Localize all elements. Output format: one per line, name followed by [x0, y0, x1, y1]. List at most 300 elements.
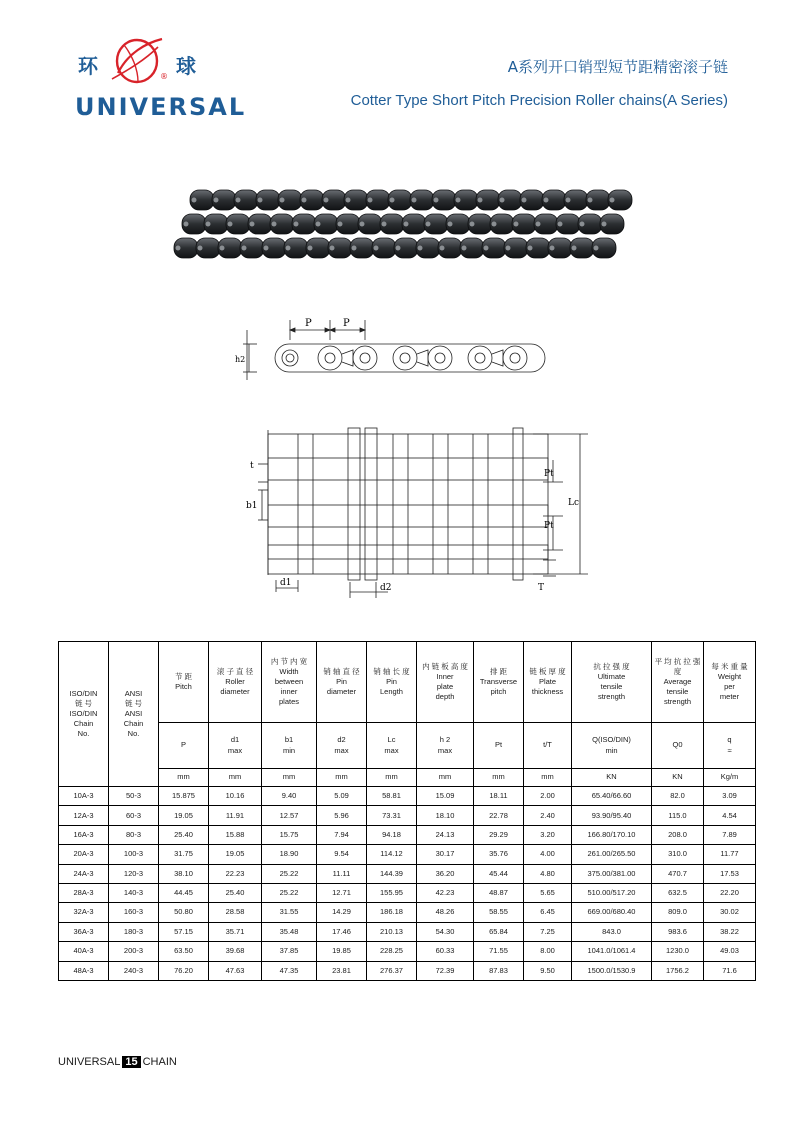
unit-cell: mm	[317, 769, 367, 787]
unit-cell: mm	[367, 769, 417, 787]
header-text: 链 号	[124, 698, 143, 708]
table-cell: 35.76	[474, 845, 524, 864]
header-text: tensile	[600, 682, 623, 691]
chain-pin	[404, 222, 409, 227]
table-cell: 6.45	[524, 903, 572, 922]
header-text: per	[724, 682, 735, 691]
table-cell: 54.30	[417, 922, 474, 941]
footer-chain: CHAIN	[142, 1056, 177, 1068]
chain-pin	[528, 246, 533, 251]
header-text: ISO/DIN	[69, 688, 98, 698]
chain-pin	[294, 222, 299, 227]
chain-pin	[434, 198, 439, 203]
unit-cell: mm	[474, 769, 524, 787]
header-text: meter	[719, 692, 740, 702]
table-cell: 71.55	[474, 942, 524, 961]
table-cell: 32A-3	[59, 903, 109, 922]
table-cell: 8.00	[524, 942, 572, 961]
chain-pin	[478, 198, 483, 203]
header-text: 平 均 抗 拉 强	[654, 656, 701, 666]
chain-pin	[352, 246, 357, 251]
table-row	[59, 787, 756, 806]
header-text: Weight	[717, 671, 742, 681]
table-header-cell	[317, 642, 367, 723]
table-row	[59, 942, 756, 961]
table-cell: 80-3	[109, 825, 159, 844]
table-cell: 17.53	[704, 864, 756, 883]
table-cell: 44.45	[159, 883, 209, 902]
table-cell: 37.85	[262, 942, 317, 961]
table-cell: 22.23	[209, 864, 262, 883]
header-text: Length	[380, 687, 403, 697]
unit-cell: Kg/m	[704, 769, 756, 787]
header-text: between	[274, 676, 304, 686]
label-b1: b1	[246, 501, 258, 511]
title-english: Cotter Type Short Pitch Precision Roller chains(A Series)	[350, 92, 728, 109]
symbol-limit: max	[384, 745, 399, 755]
table-cell: 63.50	[159, 942, 209, 961]
chain-pin	[206, 222, 211, 227]
chain-pin	[580, 222, 585, 227]
table-cell: 632.5	[652, 883, 704, 902]
table-cell: 36A-3	[59, 922, 109, 941]
table-cell: 809.0	[652, 903, 704, 922]
header-text: ANSI	[124, 708, 143, 718]
table-cell: 25.40	[209, 883, 262, 902]
table-cell: 12.71	[317, 883, 367, 902]
header-text: Chain	[123, 719, 144, 729]
chain-pin	[440, 246, 445, 251]
chain-pin	[374, 246, 379, 251]
chain-pin	[264, 246, 269, 251]
header-text: Ultimate	[597, 671, 626, 681]
symbol-limit: ≈	[727, 745, 732, 755]
table-cell: 94.18	[367, 825, 417, 844]
table-cell: 57.15	[159, 922, 209, 941]
chain-photo	[170, 178, 640, 288]
chain-pin	[426, 222, 431, 227]
header-text: Inner	[436, 671, 454, 681]
table-row	[59, 864, 756, 883]
chain-pin	[360, 222, 365, 227]
header-text: plate	[436, 682, 454, 691]
table-header-cell	[262, 642, 317, 723]
table-header-cell	[524, 642, 572, 723]
globe-logo-icon	[108, 33, 166, 89]
table-header-cell	[109, 642, 159, 787]
header-text: diameter	[326, 687, 357, 697]
table-header-row	[59, 642, 756, 723]
table-cell: 76.20	[159, 961, 209, 980]
table-header-cell	[367, 642, 417, 723]
chain-pin	[536, 222, 541, 227]
symbol-limit: max	[334, 745, 349, 755]
chain-pin	[198, 246, 203, 251]
chain-pin	[594, 246, 599, 251]
table-cell: 60-3	[109, 806, 159, 825]
unit-cell: mm	[209, 769, 262, 787]
table-cell: 4.54	[704, 806, 756, 825]
table-cell: 40A-3	[59, 942, 109, 961]
table-cell: 9.40	[262, 787, 317, 806]
header-text: 链 板 厚 度	[529, 666, 566, 676]
chain-pin	[258, 198, 263, 203]
symbol-text: Lc	[387, 735, 396, 745]
table-cell: 140-3	[109, 883, 159, 902]
table-cell: 9.50	[524, 961, 572, 980]
chain-pin	[470, 222, 475, 227]
table-row	[59, 883, 756, 902]
symbol-limit: max	[437, 745, 453, 755]
chain-pin	[390, 198, 395, 203]
table-cell: 1756.2	[652, 961, 704, 980]
label-d2: d2	[380, 583, 392, 593]
table-cell: 38.10	[159, 864, 209, 883]
table-cell: 375.00/381.00	[572, 864, 652, 883]
table-cell: 843.0	[572, 922, 652, 941]
header-text: No.	[77, 729, 90, 739]
header-text: Transverse	[479, 676, 518, 686]
symbol-cell	[417, 723, 474, 769]
table-cell: 36.20	[417, 864, 474, 883]
symbol-limit: min	[282, 745, 296, 755]
table-cell: 71.6	[704, 961, 756, 980]
table-row	[59, 903, 756, 922]
header-text: 排 距	[489, 666, 508, 676]
table-cell: 22.78	[474, 806, 524, 825]
logo-cn-right: 球	[176, 54, 197, 78]
table-cell: 45.44	[474, 864, 524, 883]
table-cell: 3.20	[524, 825, 572, 844]
symbol-text: Q(ISO/DIN)	[592, 735, 631, 745]
symbol-text: d2	[337, 735, 346, 745]
table-cell: 160-3	[109, 903, 159, 922]
title-chinese: A系列开口销型短节距精密滚子链	[507, 58, 728, 76]
table-row	[59, 922, 756, 941]
header-text: 度	[673, 666, 682, 676]
chain-pin	[330, 246, 335, 251]
chain-pin	[506, 246, 511, 251]
table-cell: 65.84	[474, 922, 524, 941]
table-cell: 1041.0/1061.4	[572, 942, 652, 961]
chain-pin	[522, 198, 527, 203]
table-cell: 10A-3	[59, 787, 109, 806]
symbol-cell	[652, 723, 704, 769]
table-header-cell	[159, 642, 209, 723]
chain-pin	[236, 198, 241, 203]
table-cell: 15.75	[262, 825, 317, 844]
header-text: 抗 拉 强 度	[593, 661, 630, 671]
table-cell: 15.09	[417, 787, 474, 806]
table-cell: 12A-3	[59, 806, 109, 825]
table-cell: 18.90	[262, 845, 317, 864]
header-text: ANSI	[124, 688, 143, 698]
header-text: diameter	[220, 687, 250, 697]
header-text: tensile	[666, 687, 689, 697]
header-text: ISO/DIN	[69, 708, 98, 718]
table-cell: 310.0	[652, 845, 704, 864]
symbol-text: t/T	[543, 740, 552, 750]
chain-pin	[272, 222, 277, 227]
chain-pin	[396, 246, 401, 251]
chain-pin	[368, 198, 373, 203]
table-cell: 24.13	[417, 825, 474, 844]
chain-pin	[308, 246, 313, 251]
header-text: plates	[278, 697, 299, 707]
table-cell: 24A-3	[59, 864, 109, 883]
symbol-text: b1	[284, 735, 294, 745]
table-cell: 7.25	[524, 922, 572, 941]
table-cell: 31.75	[159, 845, 209, 864]
label-pitch-1: P	[305, 318, 312, 329]
chain-pin	[514, 222, 519, 227]
table-cell: 49.03	[704, 942, 756, 961]
table-header-cell	[572, 642, 652, 723]
table-cell: 200-3	[109, 942, 159, 961]
table-cell: 28.58	[209, 903, 262, 922]
header-text: strength	[663, 697, 692, 707]
chain-pin	[572, 246, 577, 251]
table-cell: 14.29	[317, 903, 367, 922]
table-cell: 1230.0	[652, 942, 704, 961]
header-text: 销 轴 直 径	[323, 666, 360, 676]
header-text: 滚 子 直 径	[216, 666, 254, 676]
table-cell: 18.10	[417, 806, 474, 825]
chain-pin	[324, 198, 329, 203]
chain-pin	[418, 246, 423, 251]
header-text: depth	[435, 692, 455, 702]
table-cell: 30.17	[417, 845, 474, 864]
header-text: 每 米 重 量	[711, 661, 748, 671]
table-cell: 25.22	[262, 864, 317, 883]
table-cell: 65.40/66.60	[572, 787, 652, 806]
chain-pin	[610, 198, 615, 203]
table-header-cell	[59, 642, 109, 787]
header-text: No.	[127, 729, 140, 739]
chain-pin	[456, 198, 461, 203]
chain-pin	[280, 198, 285, 203]
table-cell: 510.00/517.20	[572, 883, 652, 902]
label-lc: Lc	[568, 498, 580, 508]
table-cell: 15.875	[159, 787, 209, 806]
chain-pin	[228, 222, 233, 227]
label-d1: d1	[280, 578, 292, 588]
table-cell: 35.48	[262, 922, 317, 941]
spec-table	[58, 641, 756, 981]
table-cell: 240-3	[109, 961, 159, 980]
table-row	[59, 845, 756, 864]
symbol-cell	[159, 723, 209, 769]
chain-pin	[346, 198, 351, 203]
chain-pin	[192, 198, 197, 203]
table-cell: 100-3	[109, 845, 159, 864]
symbol-text: Q0	[672, 740, 683, 750]
chain-pin	[302, 198, 307, 203]
table-cell: 166.80/170.10	[572, 825, 652, 844]
chain-pin	[558, 222, 563, 227]
table-cell: 2.00	[524, 787, 572, 806]
label-h2: h2	[235, 355, 246, 364]
header-text: strength	[597, 692, 626, 702]
table-cell: 25.40	[159, 825, 209, 844]
table-cell: 20A-3	[59, 845, 109, 864]
chain-pin	[484, 246, 489, 251]
table-cell: 72.39	[417, 961, 474, 980]
page-number: 15	[122, 1056, 140, 1068]
table-cell: 7.94	[317, 825, 367, 844]
unit-cell: mm	[524, 769, 572, 787]
header-text: Width	[279, 666, 299, 676]
header-text: thickness	[531, 687, 564, 697]
unit-cell: mm	[159, 769, 209, 787]
logo-cn-left: 环	[78, 54, 99, 78]
table-cell: 29.29	[474, 825, 524, 844]
table-cell: 186.18	[367, 903, 417, 922]
table-cell: 19.05	[159, 806, 209, 825]
header-text: 内 链 板 高 度	[422, 661, 468, 671]
chain-pin	[220, 246, 225, 251]
table-cell: 10.16	[209, 787, 262, 806]
footer-brand: UNIVERSAL	[58, 1056, 121, 1068]
symbol-text: d1	[230, 735, 240, 745]
table-cell: 22.20	[704, 883, 756, 902]
table-cell: 18.11	[474, 787, 524, 806]
chain-pin	[412, 198, 417, 203]
label-t: t	[250, 461, 254, 471]
chain-pin	[588, 198, 593, 203]
symbol-cell	[262, 723, 317, 769]
table-cell: 93.90/95.40	[572, 806, 652, 825]
chain-pin	[286, 246, 291, 251]
table-cell: 3.09	[704, 787, 756, 806]
header-text: 节 距	[174, 671, 193, 681]
table-symbol-row	[59, 723, 756, 769]
table-header-cell	[417, 642, 474, 723]
symbol-cell	[317, 723, 367, 769]
table-cell: 276.37	[367, 961, 417, 980]
table-cell: 210.13	[367, 922, 417, 941]
symbol-cell	[474, 723, 524, 769]
table-row	[59, 961, 756, 980]
chain-pin	[550, 246, 555, 251]
label-pt-1: Pt	[544, 469, 554, 479]
table-cell: 983.6	[652, 922, 704, 941]
table-cell: 38.22	[704, 922, 756, 941]
unit-cell: KN	[572, 769, 652, 787]
chain-pin	[566, 198, 571, 203]
header-text: 链 号	[74, 698, 93, 708]
table-cell: 9.54	[317, 845, 367, 864]
table-cell: 470.7	[652, 864, 704, 883]
label-pitch-2: P	[343, 318, 350, 329]
logo-text: UNIVERSAL	[75, 93, 247, 121]
header-text: Pin	[386, 676, 397, 686]
chain-pin	[500, 198, 505, 203]
table-cell: 82.0	[652, 787, 704, 806]
symbol-limit: max	[227, 745, 243, 755]
chain-pin	[250, 222, 255, 227]
header-text: Average	[663, 676, 692, 686]
symbol-cell	[572, 723, 652, 769]
table-cell: 208.0	[652, 825, 704, 844]
table-cell: 261.00/265.50	[572, 845, 652, 864]
unit-cell: mm	[417, 769, 474, 787]
table-cell: 2.40	[524, 806, 572, 825]
table-cell: 42.23	[417, 883, 474, 902]
symbol-text: h 2	[439, 735, 451, 745]
table-cell: 48.26	[417, 903, 474, 922]
chain-pin	[462, 246, 467, 251]
table-cell: 180-3	[109, 922, 159, 941]
table-cell: 30.02	[704, 903, 756, 922]
header-text: Pin	[336, 676, 347, 686]
table-cell: 48A-3	[59, 961, 109, 980]
table-cell: 1500.0/1530.9	[572, 961, 652, 980]
header-text: 内 节 内 宽	[270, 656, 308, 666]
table-cell: 47.35	[262, 961, 317, 980]
table-cell: 19.85	[317, 942, 367, 961]
table-cell: 228.25	[367, 942, 417, 961]
table-cell: 11.77	[704, 845, 756, 864]
table-cell: 16A-3	[59, 825, 109, 844]
table-cell: 58.55	[474, 903, 524, 922]
table-header-cell	[704, 642, 756, 723]
table-cell: 28A-3	[59, 883, 109, 902]
table-row	[59, 825, 756, 844]
table-cell: 58.81	[367, 787, 417, 806]
header-text: Roller	[225, 676, 245, 686]
symbol-cell	[209, 723, 262, 769]
header-text: 销 轴 长 度	[373, 666, 410, 676]
table-cell: 12.57	[262, 806, 317, 825]
unit-cell: KN	[652, 769, 704, 787]
chain-pin	[602, 222, 607, 227]
table-cell: 73.31	[367, 806, 417, 825]
table-cell: 17.46	[317, 922, 367, 941]
table-row	[59, 806, 756, 825]
chain-pin	[242, 246, 247, 251]
table-cell: 60.33	[417, 942, 474, 961]
table-cell: 31.55	[262, 903, 317, 922]
header-text: inner	[280, 687, 298, 697]
table-cell: 5.65	[524, 883, 572, 902]
symbol-cell	[704, 723, 756, 769]
chain-pin	[176, 246, 181, 251]
symbol-cell	[367, 723, 417, 769]
table-header-cell	[652, 642, 704, 723]
table-cell: 15.88	[209, 825, 262, 844]
symbol-limit: min	[605, 745, 618, 755]
table-cell: 47.63	[209, 961, 262, 980]
header-text: Pitch	[175, 682, 192, 691]
label-T: T	[538, 583, 545, 593]
symbol-text: Pt	[494, 740, 503, 750]
table-cell: 11.91	[209, 806, 262, 825]
unit-cell: mm	[262, 769, 317, 787]
footer	[58, 1056, 177, 1068]
table-cell: 50.80	[159, 903, 209, 922]
table-cell: 155.95	[367, 883, 417, 902]
table-cell: 48.87	[474, 883, 524, 902]
table-cell: 50-3	[109, 787, 159, 806]
table-cell: 23.81	[317, 961, 367, 980]
table-cell: 4.80	[524, 864, 572, 883]
table-cell: 39.68	[209, 942, 262, 961]
table-cell: 5.96	[317, 806, 367, 825]
header-text: Chain	[73, 719, 94, 729]
table-cell: 7.89	[704, 825, 756, 844]
table-cell: 35.71	[209, 922, 262, 941]
